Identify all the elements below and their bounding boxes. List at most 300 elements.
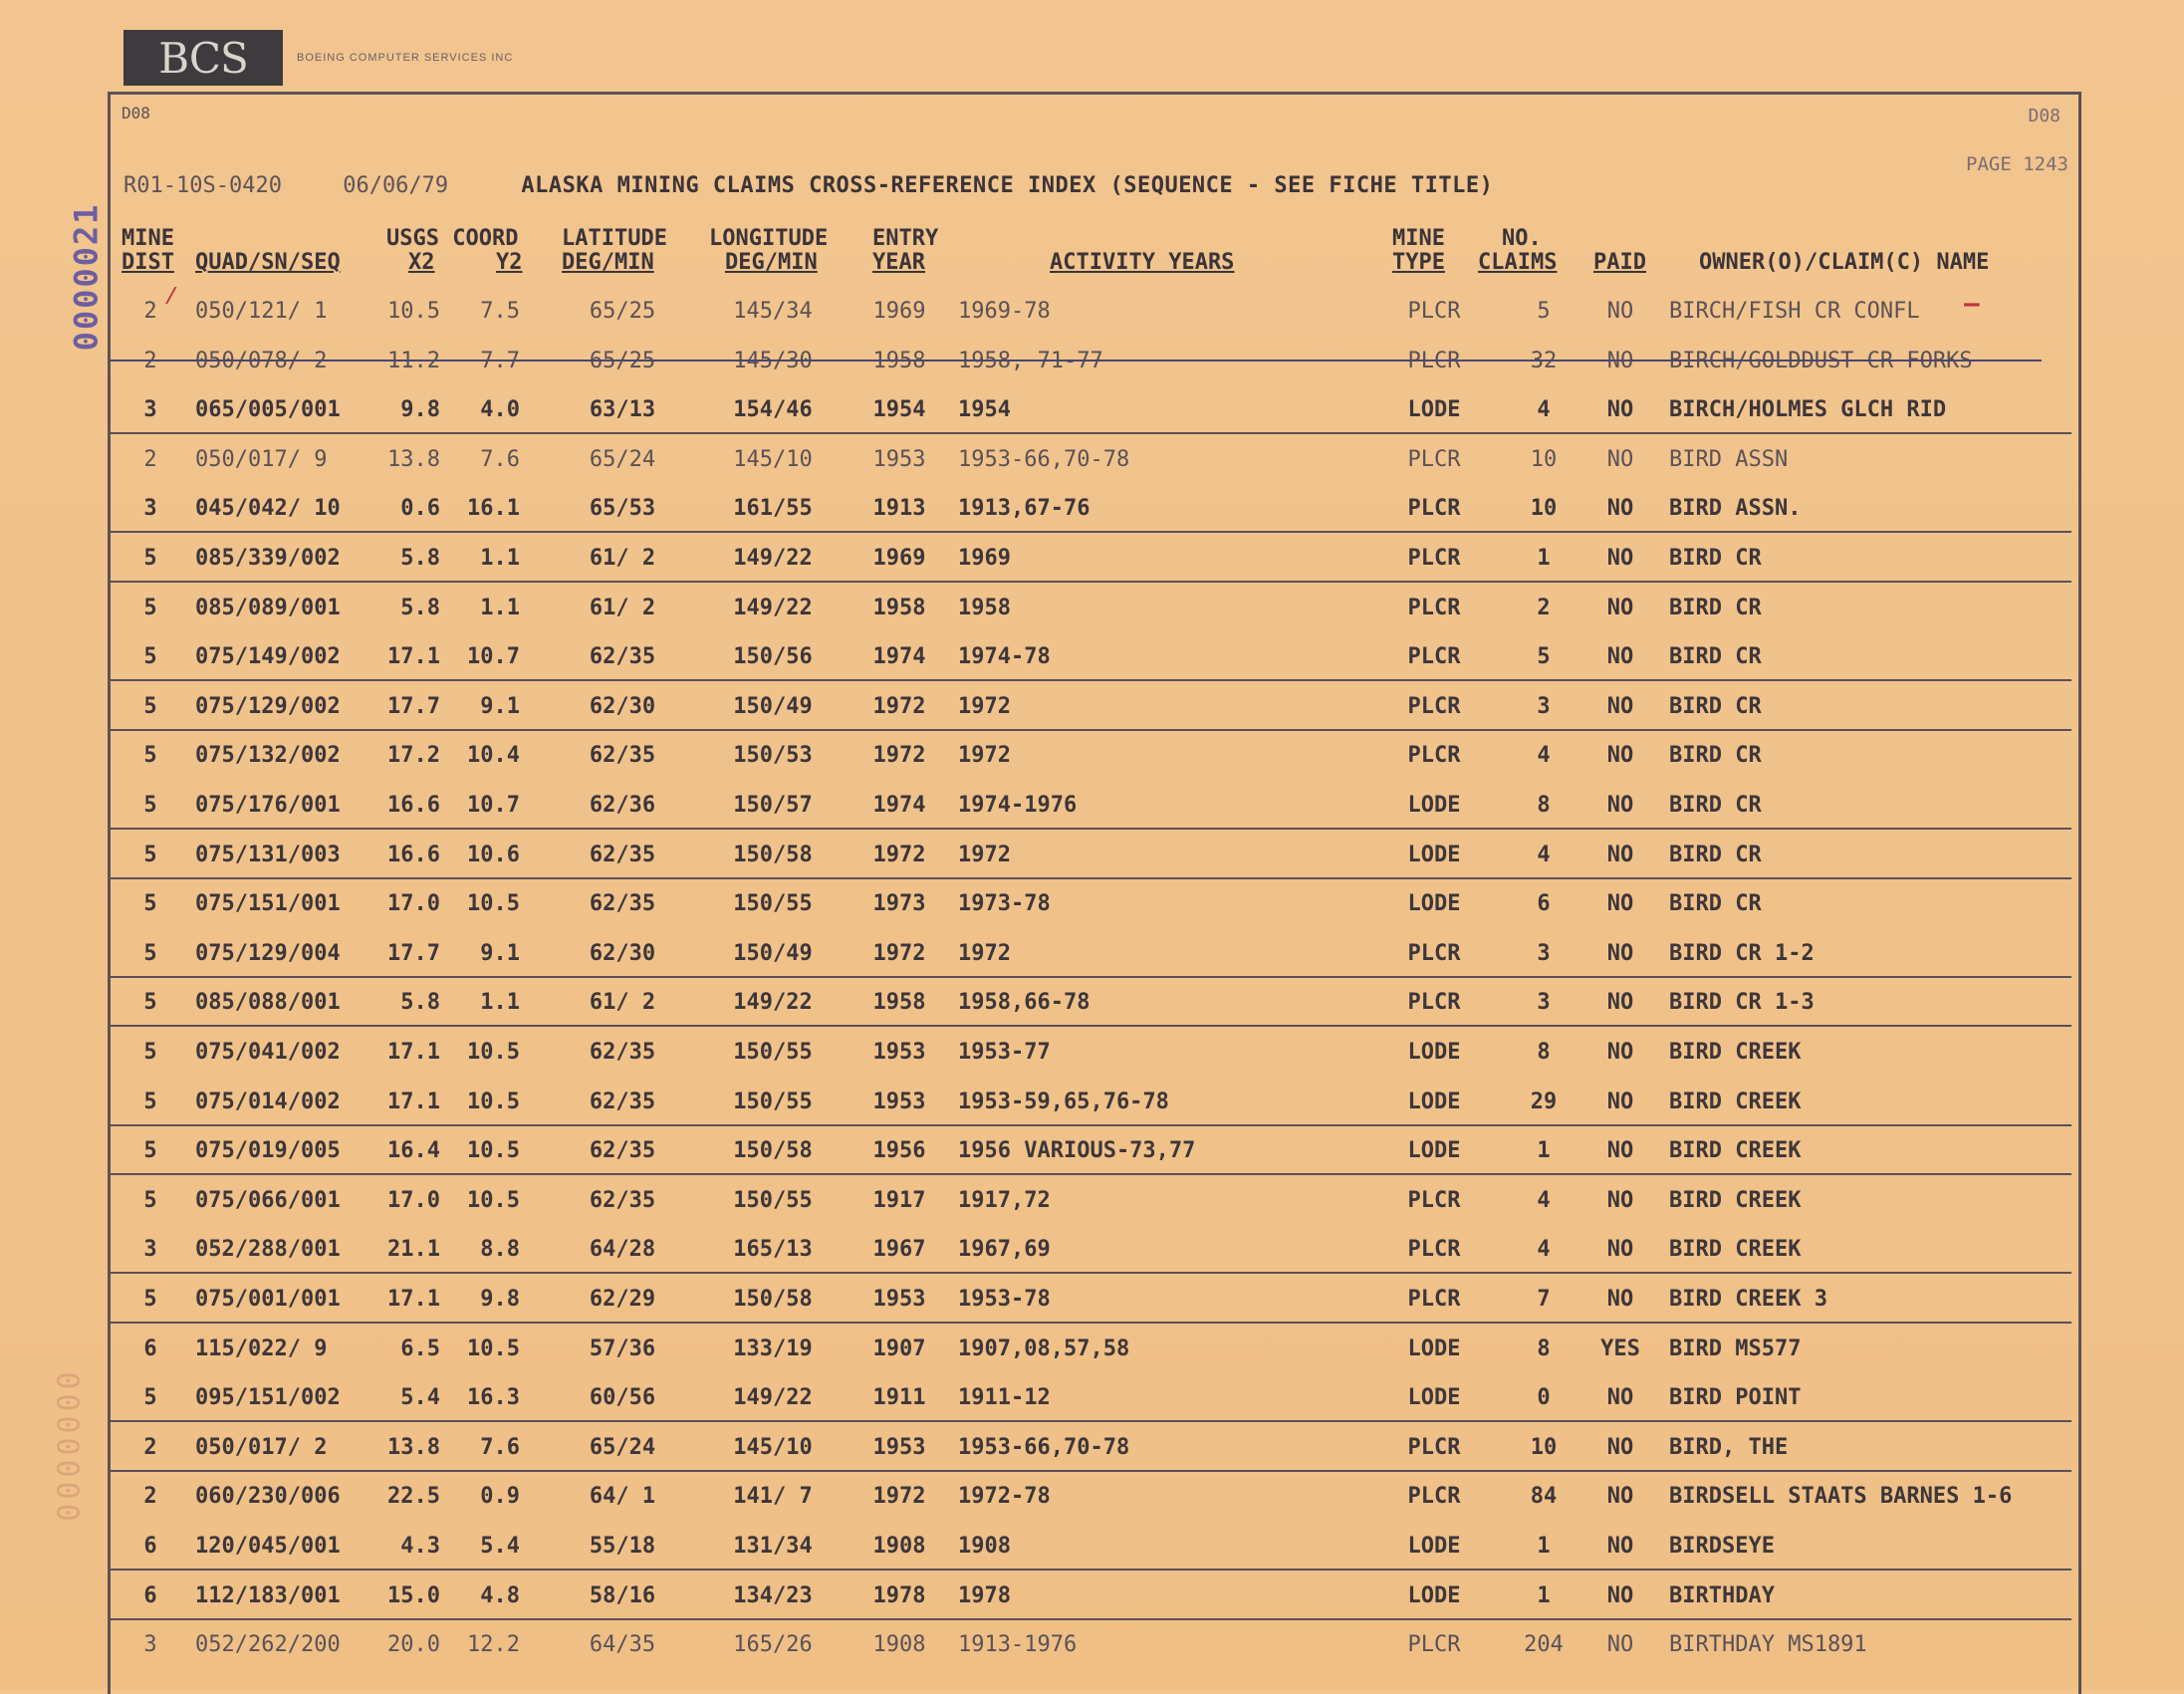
cell-mine-dist: 5 <box>143 793 157 818</box>
cell-claim-count: 5 <box>1537 644 1551 670</box>
strike-through-line <box>110 360 2042 362</box>
cell-latitude: 62/30 <box>589 693 656 719</box>
cell-mine-dist: 2 <box>143 1434 157 1460</box>
cell-paid-status: NO <box>1606 1040 1634 1065</box>
cell-quad-seq: 085/088/001 <box>195 990 341 1016</box>
cell-coord-x2: 21.1 <box>387 1237 440 1263</box>
cell-mine-type: LODE <box>1407 397 1461 423</box>
table-row <box>110 1026 2071 1075</box>
cell-paid-status: NO <box>1606 496 1634 522</box>
cell-longitude: 145/34 <box>733 299 813 324</box>
cell-mine-dist: 5 <box>143 891 157 917</box>
cell-coord-x2: 9.8 <box>400 397 440 423</box>
cell-mine-type: PLCR <box>1407 644 1461 670</box>
cell-coord-y2: 9.1 <box>480 940 520 966</box>
cell-longitude: 150/55 <box>733 1089 813 1114</box>
cell-paid-status: NO <box>1606 891 1634 917</box>
table-row <box>110 779 2071 830</box>
cell-latitude: 65/24 <box>589 446 656 472</box>
cell-latitude: 65/25 <box>589 348 656 373</box>
cell-coord-x2: 6.5 <box>400 1335 440 1361</box>
cell-quad-seq: 075/014/002 <box>195 1089 341 1114</box>
cell-coord-x2: 5.8 <box>400 546 440 571</box>
batch-number-text: 0000021 <box>67 202 106 352</box>
cell-coord-x2: 17.2 <box>387 743 440 769</box>
cell-paid-status: NO <box>1606 1287 1634 1312</box>
cell-mine-type: PLCR <box>1407 546 1461 571</box>
cell-longitude: 131/34 <box>733 1534 813 1559</box>
cell-latitude: 62/35 <box>589 842 656 867</box>
table-row <box>110 1273 2071 1324</box>
cell-entry-year: 1907 <box>872 1335 926 1361</box>
cell-owner-claim-name: BIRD ASSN. <box>1669 496 1802 522</box>
cell-latitude: 62/36 <box>589 793 656 818</box>
cell-owner-claim-name: BIRD CREEK 3 <box>1669 1287 1827 1312</box>
header-latitude: LATITUDE DEG/MIN <box>562 226 667 275</box>
cell-owner-claim-name: BIRD CREEK <box>1669 1089 1802 1114</box>
cell-longitude: 145/30 <box>733 348 813 373</box>
cell-latitude: 64/28 <box>589 1237 656 1263</box>
cell-coord-x2: 17.7 <box>387 940 440 966</box>
cell-latitude: 64/ 1 <box>589 1484 656 1510</box>
cell-coord-y2: 16.1 <box>467 496 520 522</box>
cell-coord-y2: 7.6 <box>480 1434 520 1460</box>
cell-claim-count: 10 <box>1530 496 1558 522</box>
cell-claim-count: 8 <box>1537 1335 1551 1361</box>
cell-owner-claim-name: BIRDSEYE <box>1669 1534 1775 1559</box>
table-row <box>110 1371 2071 1422</box>
cell-longitude: 149/22 <box>733 595 813 620</box>
company-logo: BCS <box>123 30 283 86</box>
red-check-mark: ⁄ <box>163 281 179 311</box>
cell-quad-seq: 120/045/001 <box>195 1534 341 1559</box>
cell-mine-dist: 2 <box>143 348 157 373</box>
cell-mine-type: LODE <box>1407 1089 1461 1114</box>
cell-coord-x2: 11.2 <box>387 348 440 373</box>
cell-paid-status: NO <box>1606 644 1634 670</box>
cell-claim-count: 3 <box>1537 940 1551 966</box>
cell-claim-count: 1 <box>1537 1138 1551 1164</box>
cell-coord-x2: 16.6 <box>387 793 440 818</box>
cell-coord-x2: 17.1 <box>387 1089 440 1114</box>
cell-owner-claim-name: BIRD CR <box>1669 595 1762 620</box>
cell-paid-status: NO <box>1606 1089 1634 1114</box>
cell-coord-y2: 4.0 <box>480 397 520 423</box>
cell-quad-seq: 050/017/ 9 <box>195 446 328 472</box>
cell-paid-status: NO <box>1606 1237 1634 1263</box>
cell-owner-claim-name: BIRD CR <box>1669 842 1762 867</box>
cell-mine-dist: 5 <box>143 1385 157 1411</box>
table-row <box>110 532 2071 583</box>
header-activity-years: ACTIVITY YEARS <box>1050 250 1235 275</box>
cell-quad-seq: 075/129/004 <box>195 940 341 966</box>
table-row <box>110 630 2071 681</box>
cell-paid-status: NO <box>1606 1632 1634 1658</box>
cell-longitude: 149/22 <box>733 1385 813 1411</box>
cell-mine-dist: 3 <box>143 1237 157 1263</box>
cell-paid-status: NO <box>1606 1138 1634 1164</box>
cell-paid-status: NO <box>1606 595 1634 620</box>
cell-entry-year: 1972 <box>872 693 926 719</box>
company-name: BOEING COMPUTER SERVICES INC <box>297 52 514 64</box>
cell-mine-dist: 2 <box>143 299 157 324</box>
cell-coord-y2: 12.2 <box>467 1632 520 1658</box>
cell-claim-count: 32 <box>1530 348 1558 373</box>
cell-longitude: 150/49 <box>733 940 813 966</box>
cell-claim-count: 3 <box>1537 990 1551 1016</box>
cell-owner-claim-name: BIRD CREEK <box>1669 1040 1802 1065</box>
cell-entry-year: 1958 <box>872 990 926 1016</box>
table-row <box>110 433 2071 482</box>
cell-entry-year: 1953 <box>872 446 926 472</box>
cell-coord-y2: 10.5 <box>467 1138 520 1164</box>
cell-owner-claim-name: BIRD CR <box>1669 743 1762 769</box>
cell-owner-claim-name: BIRD ASSN <box>1669 446 1789 472</box>
cell-mine-type: LODE <box>1407 1040 1461 1065</box>
cell-coord-x2: 16.4 <box>387 1138 440 1164</box>
cell-activity-years: 1974-1976 <box>958 793 1078 818</box>
cell-owner-claim-name: BIRD POINT <box>1669 1385 1802 1411</box>
cell-entry-year: 1953 <box>872 1089 926 1114</box>
cell-activity-years: 1974-78 <box>958 644 1051 670</box>
cell-paid-status: NO <box>1606 1534 1634 1559</box>
cell-latitude: 65/24 <box>589 1434 656 1460</box>
cell-activity-years: 1913-1976 <box>958 1632 1078 1658</box>
cell-owner-claim-name: BIRCH/FISH CR CONFL <box>1669 299 1920 324</box>
cell-claim-count: 0 <box>1537 1385 1551 1411</box>
table-row <box>110 877 2071 926</box>
cell-entry-year: 1956 <box>872 1138 926 1164</box>
table-row <box>110 1323 2071 1371</box>
cell-coord-y2: 9.1 <box>480 693 520 719</box>
cell-entry-year: 1908 <box>872 1534 926 1559</box>
cell-activity-years: 1958,66-78 <box>958 990 1091 1016</box>
cell-longitude: 150/55 <box>733 891 813 917</box>
cell-paid-status: NO <box>1606 1484 1634 1510</box>
cell-mine-type: PLCR <box>1407 1484 1461 1510</box>
header-y2: Y2 <box>496 250 523 275</box>
cell-activity-years: 1972 <box>958 693 1011 719</box>
cell-claim-count: 1 <box>1537 546 1551 571</box>
cell-owner-claim-name: BIRD MS577 <box>1669 1335 1802 1361</box>
cell-quad-seq: 065/005/001 <box>195 397 341 423</box>
cell-latitude: 65/53 <box>589 496 656 522</box>
cell-mine-dist: 5 <box>143 546 157 571</box>
cell-paid-status: NO <box>1606 546 1634 571</box>
cell-latitude: 65/25 <box>589 299 656 324</box>
cell-latitude: 62/35 <box>589 1040 656 1065</box>
cell-quad-seq: 050/078/ 2 <box>195 348 328 373</box>
cell-activity-years: 1958, 71-77 <box>958 348 1103 373</box>
cell-mine-type: PLCR <box>1407 1434 1461 1460</box>
cell-latitude: 62/29 <box>589 1287 656 1312</box>
table-row <box>110 927 2071 978</box>
cell-mine-dist: 6 <box>143 1335 157 1361</box>
cell-activity-years: 1967,69 <box>958 1237 1051 1263</box>
cell-mine-dist: 5 <box>143 940 157 966</box>
table-row <box>110 383 2071 434</box>
cell-activity-years: 1969-78 <box>958 299 1051 324</box>
cell-longitude: 165/13 <box>733 1237 813 1263</box>
cell-coord-y2: 10.5 <box>467 1187 520 1213</box>
cell-quad-seq: 050/121/ 1 <box>195 299 328 324</box>
cell-claim-count: 4 <box>1537 1187 1551 1213</box>
cell-coord-y2: 7.7 <box>480 348 520 373</box>
cell-quad-seq: 075/041/002 <box>195 1040 341 1065</box>
cell-coord-x2: 15.0 <box>387 1582 440 1608</box>
cell-paid-status: NO <box>1606 1434 1634 1460</box>
header-paid: PAID <box>1593 250 1646 275</box>
cell-owner-claim-name: BIRD CR 1-3 <box>1669 990 1815 1016</box>
cell-claim-count: 6 <box>1537 891 1551 917</box>
cell-coord-y2: 7.5 <box>480 299 520 324</box>
cell-quad-seq: 115/022/ 9 <box>195 1335 328 1361</box>
table-row <box>110 829 2071 879</box>
cell-paid-status: NO <box>1606 842 1634 867</box>
cell-mine-dist: 5 <box>143 743 157 769</box>
cell-longitude: 150/58 <box>733 842 813 867</box>
table-row <box>110 1124 2071 1175</box>
cell-claim-count: 4 <box>1537 842 1551 867</box>
cell-mine-type: LODE <box>1407 1335 1461 1361</box>
cell-coord-y2: 10.5 <box>467 1040 520 1065</box>
cell-mine-dist: 5 <box>143 1187 157 1213</box>
cell-entry-year: 1958 <box>872 348 926 373</box>
cell-longitude: 134/23 <box>733 1582 813 1608</box>
cell-mine-type: PLCR <box>1407 743 1461 769</box>
cell-latitude: 58/16 <box>589 1582 656 1608</box>
cell-paid-status: NO <box>1606 1385 1634 1411</box>
cell-coord-y2: 1.1 <box>480 595 520 620</box>
cell-latitude: 62/35 <box>589 1089 656 1114</box>
cell-claim-count: 1 <box>1537 1582 1551 1608</box>
cell-claim-count: 29 <box>1530 1089 1558 1114</box>
header-quad: QUAD/SN/SEQ <box>195 250 341 275</box>
header-entry-year: ENTRY YEAR <box>872 226 939 275</box>
cell-owner-claim-name: BIRD CREEK <box>1669 1138 1802 1164</box>
cell-activity-years: 1908 <box>958 1534 1011 1559</box>
header-mine-type: MINE TYPE <box>1392 226 1445 275</box>
cell-entry-year: 1917 <box>872 1187 926 1213</box>
cell-claim-count: 10 <box>1530 1434 1558 1460</box>
cell-longitude: 161/55 <box>733 496 813 522</box>
cell-coord-x2: 13.8 <box>387 1434 440 1460</box>
cell-coord-x2: 5.8 <box>400 990 440 1016</box>
cell-claim-count: 5 <box>1537 299 1551 324</box>
table-row <box>110 1470 2071 1519</box>
cell-claim-count: 204 <box>1524 1632 1564 1658</box>
cell-entry-year: 1913 <box>872 496 926 522</box>
cell-entry-year: 1953 <box>872 1040 926 1065</box>
cell-activity-years: 1972 <box>958 743 1011 769</box>
cell-latitude: 61/ 2 <box>589 595 656 620</box>
cell-coord-y2: 1.1 <box>480 990 520 1016</box>
cell-longitude: 150/55 <box>733 1040 813 1065</box>
cell-claim-count: 4 <box>1537 743 1551 769</box>
cell-coord-y2: 10.4 <box>467 743 520 769</box>
cell-activity-years: 1972-78 <box>958 1484 1051 1510</box>
cell-coord-y2: 10.5 <box>467 1335 520 1361</box>
cell-quad-seq: 075/129/002 <box>195 693 341 719</box>
table-row <box>110 1520 2071 1571</box>
cell-quad-seq: 112/183/001 <box>195 1582 341 1608</box>
faded-stamp <box>50 1325 90 1564</box>
cell-longitude: 150/57 <box>733 793 813 818</box>
cell-longitude: 150/58 <box>733 1138 813 1164</box>
cell-coord-y2: 5.4 <box>480 1534 520 1559</box>
cell-mine-dist: 5 <box>143 842 157 867</box>
header-x2: X2 <box>408 250 435 275</box>
cell-longitude: 149/22 <box>733 546 813 571</box>
header-no-claims: NO. CLAIMS <box>1478 226 1558 275</box>
report-id: R01-10S-0420 <box>123 173 282 198</box>
batch-number-stamp <box>66 167 106 386</box>
cell-mine-dist: 5 <box>143 693 157 719</box>
cell-mine-type: LODE <box>1407 1534 1461 1559</box>
table-row <box>110 680 2071 731</box>
cell-latitude: 61/ 2 <box>589 990 656 1016</box>
cell-latitude: 64/35 <box>589 1632 656 1658</box>
page-number: PAGE 1243 <box>1966 153 2068 175</box>
cell-owner-claim-name: BIRDSELL STAATS BARNES 1-6 <box>1669 1484 2013 1510</box>
cell-mine-type: PLCR <box>1407 990 1461 1016</box>
cell-owner-claim-name: BIRCH/HOLMES GLCH RID <box>1669 397 1947 423</box>
cell-mine-dist: 6 <box>143 1582 157 1608</box>
cell-longitude: 145/10 <box>733 446 813 472</box>
cell-latitude: 60/56 <box>589 1385 656 1411</box>
red-margin-mark: – <box>1964 289 1980 319</box>
cell-paid-status: NO <box>1606 348 1634 373</box>
cell-quad-seq: 085/339/002 <box>195 546 341 571</box>
cell-activity-years: 1956 VARIOUS-73,77 <box>958 1138 1196 1164</box>
cell-coord-y2: 10.7 <box>467 644 520 670</box>
cell-latitude: 62/35 <box>589 891 656 917</box>
cell-longitude: 150/53 <box>733 743 813 769</box>
cell-longitude: 165/26 <box>733 1632 813 1658</box>
cell-coord-y2: 0.9 <box>480 1484 520 1510</box>
cell-claim-count: 8 <box>1537 1040 1551 1065</box>
cell-coord-y2: 1.1 <box>480 546 520 571</box>
table-row <box>110 1223 2071 1274</box>
cell-longitude: 149/22 <box>733 990 813 1016</box>
cell-quad-seq: 075/149/002 <box>195 644 341 670</box>
cell-mine-type: PLCR <box>1407 1237 1461 1263</box>
cell-quad-seq: 075/176/001 <box>195 793 341 818</box>
cell-activity-years: 1958 <box>958 595 1011 620</box>
cell-activity-years: 1953-77 <box>958 1040 1051 1065</box>
table-row <box>110 976 2071 1027</box>
cell-coord-x2: 16.6 <box>387 842 440 867</box>
table-row <box>110 285 2071 334</box>
cell-activity-years: 1917,72 <box>958 1187 1051 1213</box>
cell-latitude: 57/36 <box>589 1335 656 1361</box>
report-title: ALASKA MINING CLAIMS CROSS-REFERENCE INDEX (SEQUENCE - SEE FICHE TITLE) <box>521 173 1494 198</box>
cell-coord-x2: 17.1 <box>387 1287 440 1312</box>
cell-activity-years: 1978 <box>958 1582 1011 1608</box>
cell-coord-x2: 5.4 <box>400 1385 440 1411</box>
cell-longitude: 141/ 7 <box>733 1484 813 1510</box>
cell-entry-year: 1911 <box>872 1385 926 1411</box>
cell-latitude: 61/ 2 <box>589 546 656 571</box>
cell-coord-x2: 10.5 <box>387 299 440 324</box>
cell-mine-dist: 3 <box>143 397 157 423</box>
cell-mine-type: PLCR <box>1407 595 1461 620</box>
cell-activity-years: 1907,08,57,58 <box>958 1335 1130 1361</box>
cell-longitude: 150/56 <box>733 644 813 670</box>
cell-paid-status: NO <box>1606 793 1634 818</box>
cell-coord-x2: 0.6 <box>400 496 440 522</box>
cell-entry-year: 1972 <box>872 940 926 966</box>
cell-owner-claim-name: BIRD CR 1-2 <box>1669 940 1815 966</box>
cell-owner-claim-name: BIRD CR <box>1669 891 1762 917</box>
cell-latitude: 63/13 <box>589 397 656 423</box>
cell-quad-seq: 075/131/003 <box>195 842 341 867</box>
table-row <box>110 1618 2071 1667</box>
cell-mine-dist: 3 <box>143 496 157 522</box>
cell-paid-status: NO <box>1606 1582 1634 1608</box>
cell-entry-year: 1973 <box>872 891 926 917</box>
cell-latitude: 62/30 <box>589 940 656 966</box>
cell-mine-dist: 5 <box>143 1040 157 1065</box>
cell-paid-status: NO <box>1606 397 1634 423</box>
cell-longitude: 154/46 <box>733 397 813 423</box>
cell-latitude: 62/35 <box>589 1187 656 1213</box>
cell-paid-status: NO <box>1606 990 1634 1016</box>
cell-mine-dist: 2 <box>143 1484 157 1510</box>
cell-owner-claim-name: BIRD CREEK <box>1669 1237 1802 1263</box>
table-row <box>110 1570 2071 1620</box>
cell-coord-x2: 4.3 <box>400 1534 440 1559</box>
cell-quad-seq: 075/019/005 <box>195 1138 341 1164</box>
table-row <box>110 1174 2071 1223</box>
cell-entry-year: 1969 <box>872 299 926 324</box>
table-row <box>110 482 2071 533</box>
cell-mine-dist: 5 <box>143 644 157 670</box>
cell-paid-status: YES <box>1600 1335 1640 1361</box>
cell-quad-seq: 075/151/001 <box>195 891 341 917</box>
cell-paid-status: NO <box>1606 299 1634 324</box>
cell-coord-x2: 17.0 <box>387 891 440 917</box>
cell-activity-years: 1972 <box>958 940 1011 966</box>
cell-coord-y2: 10.5 <box>467 891 520 917</box>
cell-mine-type: PLCR <box>1407 693 1461 719</box>
cell-mine-type: LODE <box>1407 842 1461 867</box>
cell-mine-type: PLCR <box>1407 1632 1461 1658</box>
cell-owner-claim-name: BIRD CR <box>1669 693 1762 719</box>
table-row <box>110 1076 2071 1126</box>
faded-stamp-text: 0000000 <box>52 1366 88 1522</box>
header-owner-name: OWNER(O)/CLAIM(C) NAME <box>1699 250 1990 275</box>
header-longitude: LONGITUDE DEG/MIN <box>709 226 829 275</box>
cell-quad-seq: 095/151/002 <box>195 1385 341 1411</box>
cell-longitude: 150/49 <box>733 693 813 719</box>
cell-quad-seq: 045/042/ 10 <box>195 496 341 522</box>
cell-coord-x2: 22.5 <box>387 1484 440 1510</box>
cell-entry-year: 1953 <box>872 1434 926 1460</box>
cell-entry-year: 1978 <box>872 1582 926 1608</box>
cell-mine-dist: 5 <box>143 1138 157 1164</box>
cell-mine-type: LODE <box>1407 1582 1461 1608</box>
cell-mine-dist: 5 <box>143 1089 157 1114</box>
cell-mine-dist: 5 <box>143 595 157 620</box>
cell-coord-x2: 17.7 <box>387 693 440 719</box>
cell-latitude: 55/18 <box>589 1534 656 1559</box>
cell-claim-count: 3 <box>1537 693 1551 719</box>
cell-owner-claim-name: BIRD CR <box>1669 793 1762 818</box>
report-date: 06/06/79 <box>343 173 449 198</box>
cell-coord-x2: 17.1 <box>387 1040 440 1065</box>
cell-longitude: 150/58 <box>733 1287 813 1312</box>
